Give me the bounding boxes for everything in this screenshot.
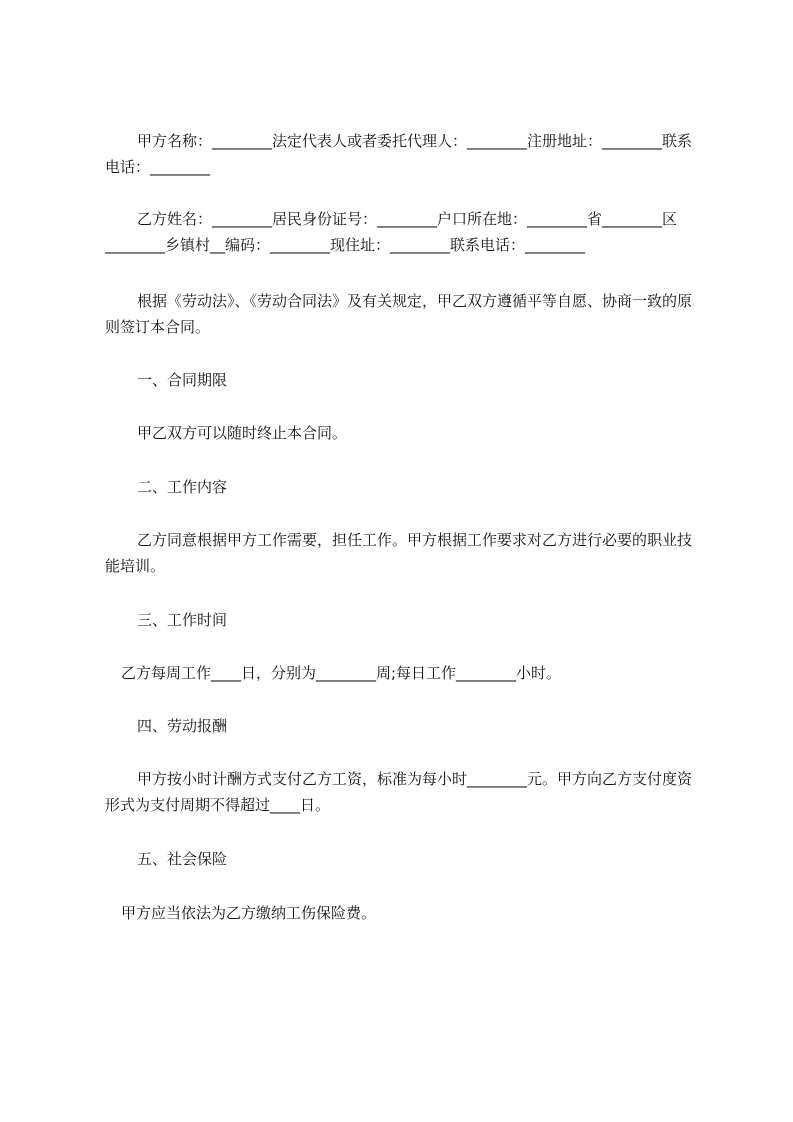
section-heading-term: 一、合同期限	[137, 371, 228, 389]
section-body-insurance: 甲方应当依法为乙方缴纳工伤保险费。	[121, 904, 377, 922]
section-heading-pay: 四、劳动报酬	[137, 717, 228, 735]
preamble: 根据《劳动法》、《劳动合同法》及有关规定，甲乙双方遵循平等自愿、协商一致的原则签订本合同。	[105, 292, 693, 336]
section-heading-work-content: 二、工作内容	[137, 478, 228, 496]
party-a-info: 甲方名称：________法定代表人或者委托代理人：________注册地址：________联系电话：________	[105, 132, 693, 176]
section-heading-work-hours: 三、工作时间	[137, 611, 228, 629]
party-b-info: 乙方姓名：________居民身份证号：________户口所在地：________省________区________乡镇村__编码：________现住址：________联系电话：________	[105, 210, 678, 254]
section-body-pay: 甲方按小时计酬方式支付乙方工资，标准为每小时________元。甲方向乙方支付度资形式为支付周期不得超过____日。	[105, 770, 693, 814]
section-body-work-hours: 乙方每周工作____日，分别为________周;每日工作________小时。	[121, 664, 562, 682]
section-body-work-content: 乙方同意根据甲方工作需要，担任工作。甲方根据工作要求对乙方进行必要的职业技能培训。	[105, 531, 693, 575]
section-heading-insurance: 五、社会保险	[137, 850, 228, 868]
section-body-term: 甲乙双方可以随时终止本合同。	[137, 424, 348, 442]
